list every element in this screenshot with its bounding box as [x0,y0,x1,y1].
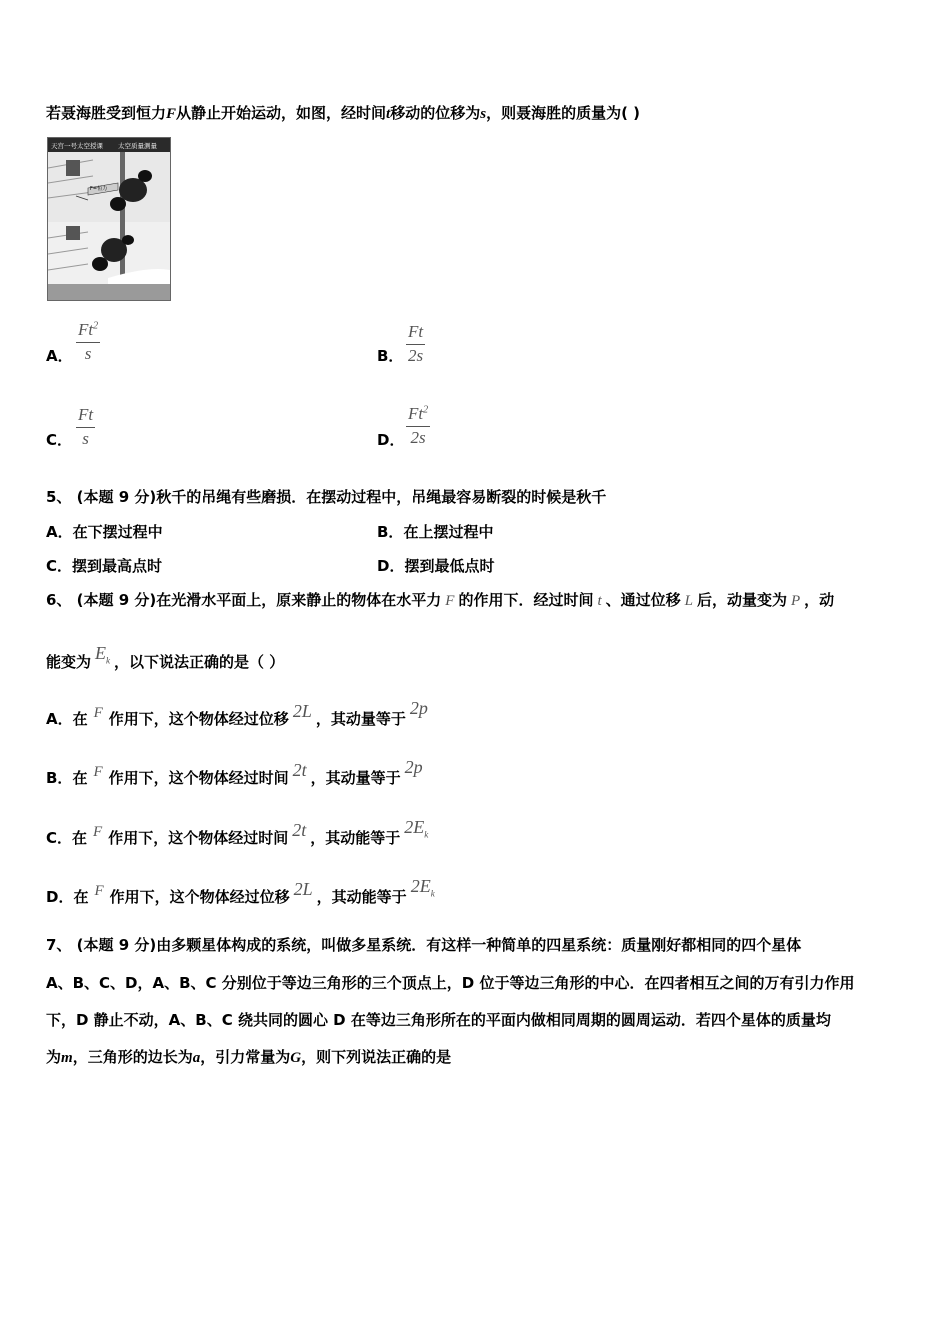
q5-option-a: A．在下摆过程中 [46,523,163,541]
q7-line1: 7、 (本题 9 分)由多颗星体构成的系统，叫做多星系统．有这样一种简单的四星系统：质量刚好都相同的四个星体 [46,936,802,954]
var-t: t [386,106,391,122]
q6-option-d: D．在 F 作用下，这个物体经过位移 2L ，其动能等于$2E_k$ [46,876,435,906]
q4-option-d-label: D． [377,431,405,449]
q4-option-a-label: A． [46,347,73,365]
q7-line4: 为m，三角形的边长为a，引力常量为G，则下列说法正确的是 [46,1048,452,1066]
banner-left-text: 天宫一号太空授课 [51,142,103,150]
q4-stem: 若聂海胜受到恒力F从静止开始运动，如图，经时间t移动的位移为s，则聂海胜的质量为( ) [46,104,641,122]
space-mass-measurement-photo [47,137,171,301]
q5-stem: 5、 (本题 9 分)秋千的吊绳有些磨损．在摆动过程中，吊绳最容易断裂的时候是秋千 [46,488,607,506]
q4-option-c-label: C． [46,431,73,449]
q7-line2: A、B、C、D，A、B、C 分别位于等边三角形的三个顶点上，D 位于等边三角形的中心．在四者相互之间的万有引力作用 [46,974,855,992]
q4-option-b-label: B． [377,347,404,365]
q4-option-a-fraction: $\frac{Ft^2}{s}$ [78,320,99,363]
var-F: F [166,106,177,122]
photo-illustration [48,138,170,300]
q4-option-d-fraction: $\frac{Ft^2}{2s}$ [408,404,429,447]
banner-right-text: 太空质量测量 [118,142,157,150]
q6-stem-line1: 6、 (本题 9 分)在光滑水平面上，原来静止的物体在水平力 F 的作用下．经过时间 t 、通过位移 L 后，动量变为 P ，动 [46,591,835,609]
q5-option-c: C．摆到最高点时 [46,557,163,575]
force-arrow-label: F=恒力 [90,186,108,192]
q7-line3: 下，D 静止不动，A、B、C 绕共同的圆心 D 在等边三角形所在的平面内做相同周期的圆周运动．若四个星体的质量均 [46,1011,831,1029]
q6-option-c: C．在 F 作用下，这个物体经过时间 2t ，其动能等于$2E_k$ [46,817,429,847]
q4-option-c-fraction: $\frac{Ft}{s}$ [78,405,94,448]
q6-option-b: B．在 F 作用下，这个物体经过时间 2t ，其动量等于2p [46,757,423,787]
q4-option-b-fraction: $\frac{Ft}{2s}$ [407,322,424,365]
q6-option-a: A．在 F 作用下，这个物体经过位移 2L ，其动量等于2p [46,698,428,728]
q5-option-b: B．在上摆过程中 [377,523,494,541]
q5-option-d: D．摆到最低点时 [377,557,495,575]
var-s: s [480,106,487,122]
q6-stem-line2: 能变为 $E_k$ ，以下说法正确的是（ ） [46,643,285,671]
